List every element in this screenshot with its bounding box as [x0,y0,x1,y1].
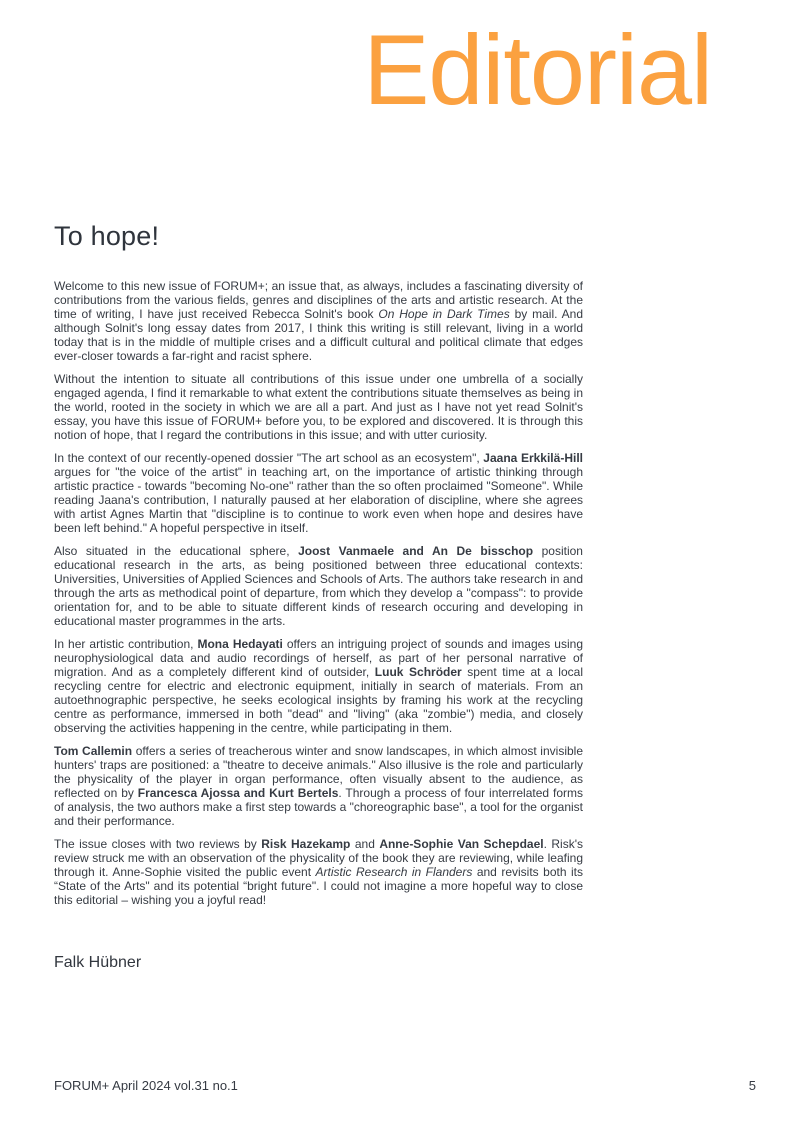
body-run: argues for "the voice of the artist" in teaching art, on the importance of artistic thinking through artistic practice - towards "becoming No-one" rather than the so often proclaimed "Someone". While reading Jaana's contribution, I naturally paused at her elaboration of discipline, where she agrees with artist Agnes Martin that "discipline is to continue to work even when hope and desires have been left behind." A hopeful perspective in itself. [54,465,583,535]
paragraph [54,837,583,907]
body-run: position educational research in the arts, as being positioned between three educational contexts: Universities, Universities of Applied Sciences and Schools of Arts. The authors take research in and through the arts as methodical point of departure, from which they develop a "compass": to provide orientation for, and to be able to situate different kinds of research occuring and developing in educational master programmes in the arts. [54,544,583,628]
contributor-name: Risk Hazekamp [261,837,351,851]
body-run: . Risk's review struck me with an observation of the physicality of the book they are reviewing, while leafing through it. Anne-Sophie visited the public event [54,837,584,879]
contributor-name: Anne-Sophie Van Schepdael [379,837,544,851]
paragraph [54,451,583,535]
section-heading: To hope! [54,221,160,251]
contributor-name: Joost Vanmaele and An De bisschop [298,544,534,558]
body-run: Also situated in the educational sphere, [54,544,299,558]
page-title: Editorial [363,14,712,125]
work-title: Artistic Research in Flanders [315,865,473,879]
contributor-name: Jaana Erkkilä-Hill [483,451,583,465]
paragraph [54,637,583,735]
body-run: spent time at a local recycling centre for electric and electronic equipment, initially in search of materials. From an autoethnographic perspective, he seeks ecological insights by framing his work at the recycling centre as performance, immersed in both "dead" and "living" (aka "zombie") media, and closely observing the activities happening in the centre, while participating in them. [54,665,583,735]
body-run: Without the intention to situate all contributions of this issue under one umbrella of a socially engaged agenda, I find it remarkable to what extent the contributions situate themselves as being in the world, rooted in the society in which we are all a part. And just as I have not yet read Solnit's essay, you have this issue of FORUM+ before you, to be explored and discovered. It is through this notion of hope, that I regard the contributions in this issue; and with utter curiosity. [54,372,583,442]
contributor-name: Tom Callemin [54,744,133,758]
body-run: . Through a process of four interrelated forms of analysis, the two authors make a first step towards a "choreographic base", a tool for the organist and their performance. [54,786,583,828]
journal-issue-info: FORUM+ April 2024 vol.31 no.1 [54,1078,238,1093]
body-run: In her artistic contribution, [54,637,198,651]
body-run: offers an intriguing project of sounds and images using neurophysiological data and audio recordings of herself, as part of her personal narrative of migration. And as a completely different kind of outsider, [54,637,583,679]
body-run: and revisits both its “State of the Arts" and its potential “bright future". I could not imagine a more hopeful way to close this editorial – wishing you a joyful read! [54,865,583,907]
author-signature: Falk Hübner [54,954,142,971]
contributor-name: Francesca Ajossa and Kurt Bertels [137,786,339,800]
editorial-body [54,279,583,916]
contributor-name: Mona Hedayati [197,637,283,651]
body-run: In the context of our recently-opened dossier "The art school as an ecosystem", [54,451,484,465]
page-number: 5 [748,1078,756,1093]
body-run: offers a series of treacherous winter and snow landscapes, in which almost invisible hunters' traps are positioned: a "theatre to deceive animals." Also illusive is the role and particularly the physicality of the player in organ performance, often visually absent to the audience, as reflected on by [54,744,583,800]
paragraph [54,744,583,828]
body-run: Welcome to this new issue of FORUM+; an issue that, as always, includes a fascinating diversity of contributions from the various fields, genres and disciplines of the arts and artistic research. At the time of writing, I have just received Rebecca Solnit's book [54,279,583,321]
paragraph [54,279,583,363]
paragraph [54,372,583,442]
body-run: The issue closes with two reviews by [54,837,262,851]
body-run: by mail. And although Solnit's long essay dates from 2017, I think this writing is still relevant, living in a world today that is in the middle of multiple crises and a difficult cultural and political climate that edges ever-closer towards a far-right and racist sphere. [54,307,584,363]
contributor-name: Luuk Schröder [374,665,462,679]
body-run: and [350,837,380,851]
work-title: On Hope in Dark Times [378,307,510,321]
paragraph [54,544,583,628]
